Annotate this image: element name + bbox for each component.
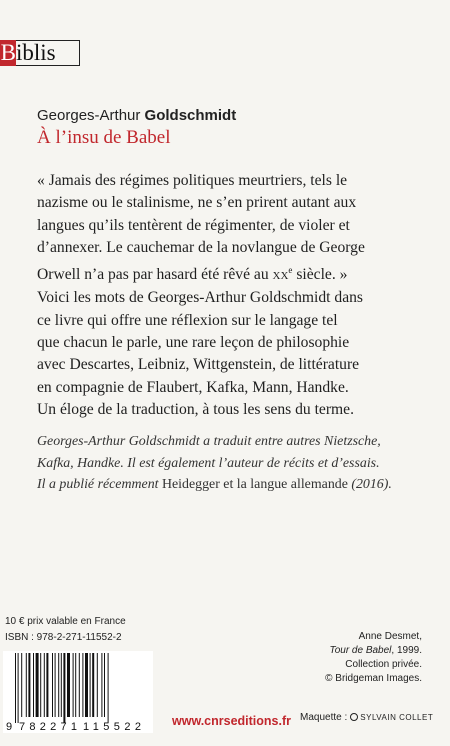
barcode-bar <box>73 653 74 717</box>
credit-artwork-line <box>280 644 422 658</box>
design-credit <box>300 712 433 723</box>
blurb-line: Voici les mots de Georges-Arthur Goldschmidt dans <box>37 289 363 307</box>
barcode <box>3 651 153 733</box>
design-credit-label: Maquette : <box>300 712 348 723</box>
blurb-orwell-before: Orwell n’a pas par hasard été rêvé au <box>37 266 273 284</box>
credit-year: , 1999. <box>391 645 422 656</box>
bio-line <box>37 474 432 496</box>
barcode-bar <box>90 653 91 717</box>
barcode-digits-left: 782271 <box>19 721 77 733</box>
barcode-bar <box>18 653 19 723</box>
blurb-orwell-after: siècle. » <box>292 266 348 284</box>
barcode-bar <box>85 653 88 717</box>
isbn-label: ISBN : 978-2-271-11552-2 <box>5 632 122 643</box>
blurb-line: avec Descartes, Leibniz, Wittgenstein, de littérature <box>37 356 360 374</box>
barcode-bar <box>61 653 62 717</box>
blurb-line-orwell <box>37 259 429 287</box>
series-name: iblis <box>16 40 80 66</box>
price-label: 10 € prix valable en France <box>5 616 126 627</box>
blurb-line: en compagnie de Flaubert, Kafka, Mann, Handke. <box>37 378 349 396</box>
blurb-century-suffix: e <box>288 265 293 276</box>
blurb-line: « Jamais des régimes politiques meurtriers, tels le <box>37 172 348 189</box>
barcode-bar <box>82 653 83 717</box>
barcode-bar <box>108 653 109 723</box>
bio-recent-book-title: Heidegger et la langue allemande <box>161 477 348 492</box>
book-title: À l’insu de Babel <box>37 127 171 148</box>
barcode-bar <box>40 653 41 717</box>
barcode-bar <box>67 653 70 717</box>
credit-collection: Collection privée. <box>345 659 422 670</box>
bio-line: Kafka, Handke. Il est également l’auteur de récits et d’essais. <box>37 455 380 471</box>
bio-line3-after: (2016). <box>347 477 392 492</box>
publisher-website-link[interactable]: www.cnrseditions.fr <box>172 714 292 728</box>
barcode-bar <box>101 653 102 717</box>
series-initial: B <box>0 40 16 65</box>
series-badge <box>0 40 80 66</box>
blurb-line: langues qu’ils tentèrent de régimenter, de violer et <box>37 216 350 234</box>
blurb-century: XX <box>272 270 289 283</box>
blurb-line: nazisme ou le stalinisme, ne s’en prirent autant aux <box>37 194 357 212</box>
barcode-bar <box>26 653 27 717</box>
barcode-bar <box>97 653 98 717</box>
author-bio <box>37 431 432 496</box>
barcode-bar <box>55 653 56 717</box>
blurb-line: ce livre qui offre une réflexion sur le langage tel <box>37 311 338 329</box>
blurb-line: d’annexer. Le cauchemar de la novlangue de George <box>37 238 365 256</box>
credit-artist: Anne Desmet, <box>358 631 422 642</box>
credit-copyright: © Bridgeman Images. <box>325 673 422 684</box>
barcode-bar <box>75 653 76 717</box>
author-name <box>37 107 236 124</box>
barcode-bar <box>33 653 34 717</box>
barcode-bar <box>15 653 16 723</box>
barcode-bar <box>44 653 45 717</box>
cover-credits <box>280 630 422 686</box>
author-last-name: Goldschmidt <box>144 107 237 124</box>
barcode-bar <box>63 653 65 723</box>
barcode-bar <box>28 653 30 717</box>
blurb-text <box>37 170 429 421</box>
barcode-bar <box>36 653 39 717</box>
barcode-bar <box>21 653 22 717</box>
credit-artwork: Tour de Babel <box>329 645 392 656</box>
barcode-bar <box>92 653 94 717</box>
barcode-bar <box>104 653 105 717</box>
barcode-digit-lead: 9 <box>6 721 13 733</box>
barcode-bar <box>52 653 53 717</box>
barcode-background <box>3 651 153 733</box>
bio-line: Georges-Arthur Goldschmidt a traduit entre autres Nietzsche, <box>37 434 381 449</box>
design-studio-name: SYLVAIN COLLET <box>360 713 434 722</box>
blurb-line: que chacun le parle, une rare leçon de philosophie <box>37 334 350 352</box>
blurb-line: Un éloge de la traduction, à tous les sens du terme. <box>37 400 354 418</box>
barcode-bar <box>79 653 80 717</box>
studio-logo-icon <box>350 713 358 721</box>
bio-line3-before: Il a publié récemment <box>37 477 162 492</box>
barcode-bar <box>58 653 59 717</box>
barcode-bar <box>46 653 48 717</box>
barcode-digits-right: 115522 <box>83 721 141 733</box>
author-first-name: Georges-Arthur <box>37 107 145 124</box>
